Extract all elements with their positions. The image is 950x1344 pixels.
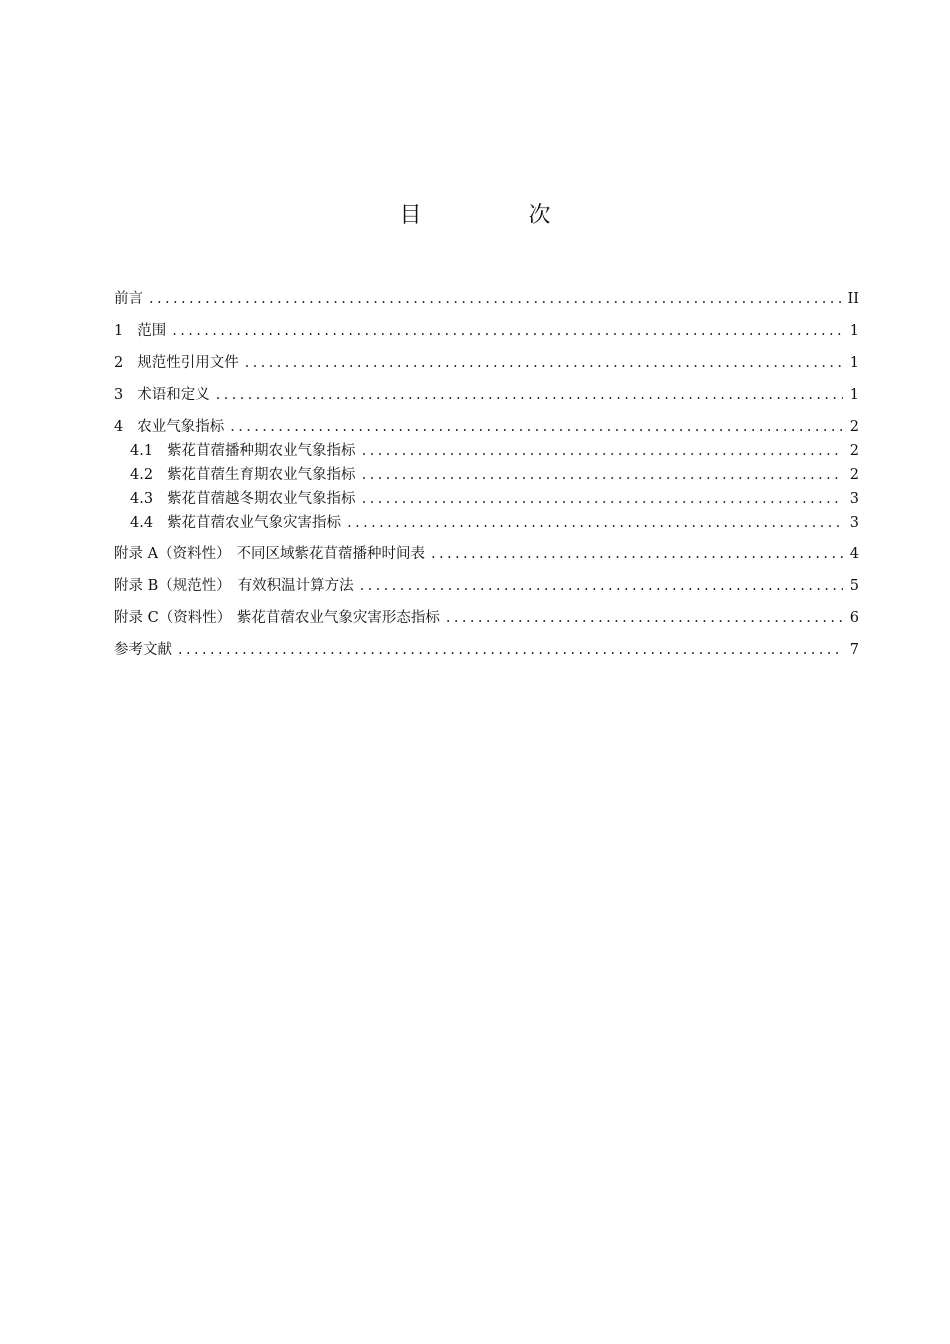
toc-title: 目 次 [399,203,601,228]
toc-entry-terms-definitions[interactable] [114,385,859,405]
toc-entry-label: 前言 [114,291,143,307]
toc-entry-label: 附录 C（资料性） [114,610,232,626]
toc-entry-appendix-c[interactable] [114,608,859,628]
toc-entry-foreword[interactable] [114,289,859,309]
toc-leader-dots [347,513,843,533]
toc-leader-dots [362,489,843,509]
toc-entry-4-3[interactable] [130,489,859,509]
toc-entry-page: 3 [849,491,859,507]
toc-entry-label: 农业气象指标 [137,419,225,435]
toc-entry-page: 5 [849,578,859,594]
toc-entry-label: 紫花苜蓿生育期农业气象指标 [167,467,356,483]
toc-entry-agrometeorological-indicators[interactable] [114,417,859,437]
toc-entry-number: 4.4 [130,515,154,531]
toc-entry-label: 术语和定义 [137,387,210,403]
toc-entry-label: 附录 A（资料性） [114,546,231,562]
toc-leader-dots [360,576,843,596]
toc-entry-label: 范围 [137,323,167,339]
toc-entry-4-2[interactable] [130,465,859,485]
toc-entry-page: 2 [849,467,859,483]
toc-entry-label: 紫花苜蓿农业气象灾害指标 [167,515,342,531]
toc-entry-label: 紫花苜蓿越冬期农业气象指标 [167,491,356,507]
toc-entry-page: 1 [849,323,859,339]
toc-entry-label: 参考文献 [114,642,172,658]
toc-entry-number: 4.2 [130,467,154,483]
toc-entry-label: 附录 B（规范性） [114,578,231,594]
toc-leader-dots [178,640,843,660]
toc-entry-page: 4 [849,546,859,562]
toc-entry-page: 3 [849,515,859,531]
toc-leader-dots [362,441,843,461]
toc-entry-page: 2 [849,443,859,459]
toc-leader-dots [216,385,843,405]
toc-entry-number: 3 [114,387,124,403]
toc-leader-dots [245,353,843,373]
toc-entry-bibliography[interactable] [114,640,859,660]
toc-entry-appendix-title: 有效积温计算方法 [237,578,354,594]
toc-entry-4-4[interactable] [130,513,859,533]
toc-leader-dots [230,417,843,437]
toc-entry-page: 6 [849,610,859,626]
toc-entry-page: 1 [849,355,859,371]
toc-leader-dots [446,608,843,628]
toc-entry-label: 规范性引用文件 [137,355,239,371]
toc-entry-number: 4.3 [130,491,154,507]
toc-entry-number: 2 [114,355,124,371]
toc-entry-appendix-title: 不同区域紫花苜蓿播种时间表 [236,546,425,562]
toc-entry-number: 4 [114,419,124,435]
toc-entry-number: 1 [114,323,124,339]
toc-entry-scope[interactable] [114,321,859,341]
toc-entry-appendix-a[interactable] [114,544,859,564]
toc-entry-page: II [847,291,859,307]
toc-entry-page: 1 [849,387,859,403]
toc-entry-appendix-title: 紫花苜蓿农业气象灾害形态指标 [236,610,440,626]
toc-leader-dots [362,465,843,485]
toc-entry-number: 4.1 [130,443,154,459]
toc-entry-label: 紫花苜蓿播种期农业气象指标 [167,443,356,459]
toc-entry-page: 2 [849,419,859,435]
toc-leader-dots [431,544,843,564]
toc-entry-4-1[interactable] [130,441,859,461]
toc-leader-dots [172,321,843,341]
toc-entry-normative-references[interactable] [114,353,859,373]
toc-entry-page: 7 [849,642,859,658]
toc-entry-appendix-b[interactable] [114,576,859,596]
toc-leader-dots [149,289,842,309]
